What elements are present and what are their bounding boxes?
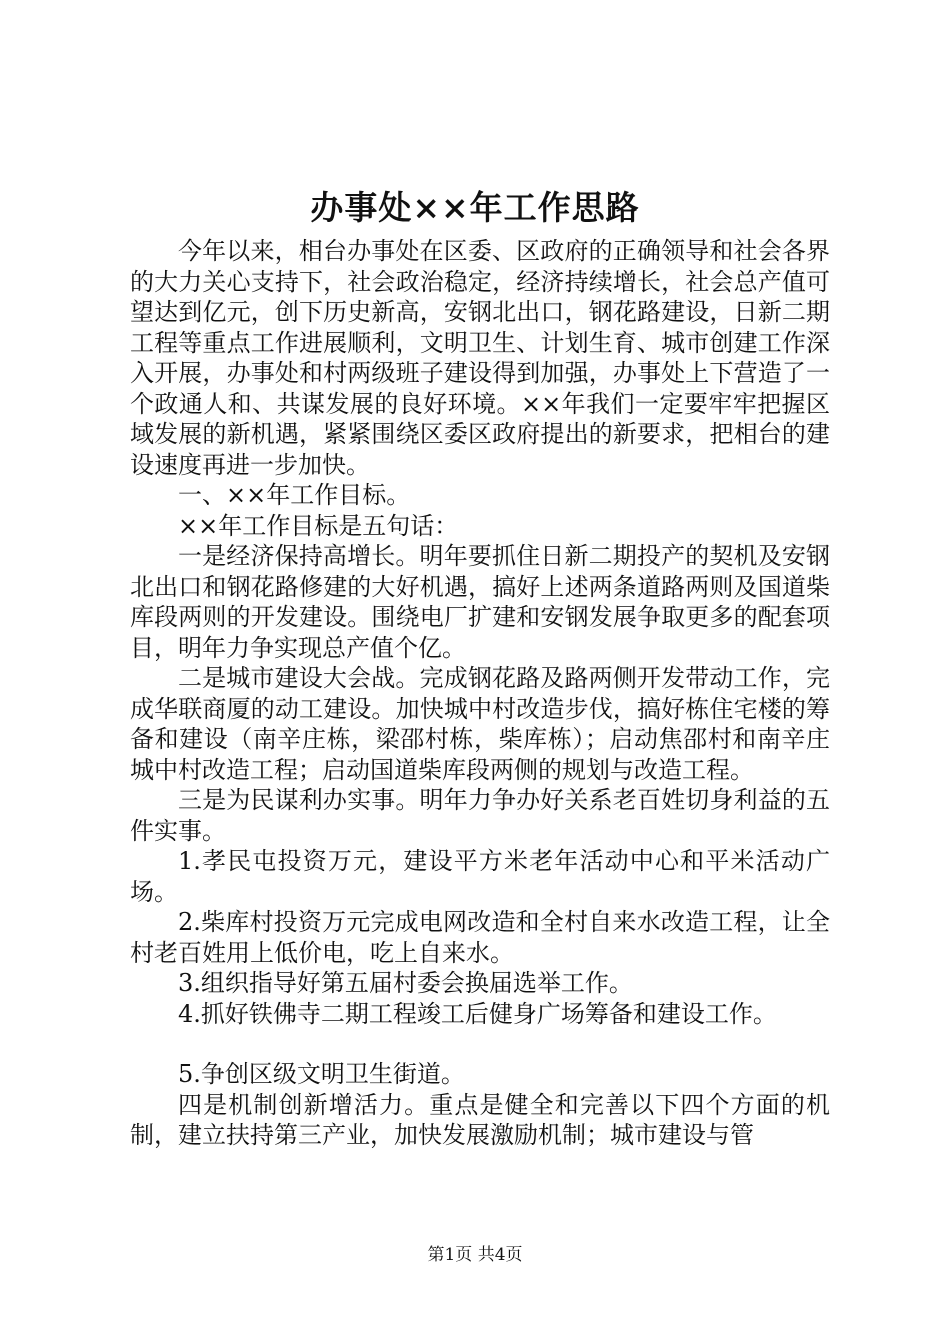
list-item: 1.孝民屯投资万元，建设平方米老年活动中心和平米活动广场。	[130, 847, 830, 906]
paragraph-intro: 今年以来，相台办事处在区委、区政府的正确领导和社会各界的大力关心支持下，社会政治稳定，经济持续增长，社会总产值可望达到亿元，创下历史新高，安钢北出口，钢花路建设，日新二期工程等重点工作进展顺利，文明卫生、计划生育、城市创建工作深入开展，办事处和村两级班子建设得到加强，办事处上下营造了一个政通人和、共谋发展的良好环境。××年我们一定要牢牢把握区域发展的新机遇，紧紧围绕区委区政府提出的新要求，把相台的建设速度再进一步加快。	[130, 237, 830, 479]
document-title: 办事处××年工作思路	[310, 188, 640, 227]
paragraph-goal-economy: 一是经济保持高增长。明年要抓住日新二期投产的契机及安钢北出口和钢花路修建的大好机遇，搞好上述两条道路两则及国道柴库段两则的开发建设。围绕电厂扩建和安钢发展争取更多的配套项目，明年力争实现总产值个亿。	[130, 542, 830, 662]
paragraph-goal-construction: 二是城市建设大会战。完成钢花路及路两侧开发带动工作，完成华联商厦的动工建设。加快城中村改造步伐，搞好栋住宅楼的筹备和建设（南辛庄栋，梁邵村栋，柴库栋）；启动焦邵村和南辛庄城中村改造工程；启动国道柴库段两侧的规划与改造工程。	[130, 664, 830, 784]
list-item: 3.组织指导好第五届村委会换届选举工作。	[178, 969, 633, 997]
list-item: 2.柴库村投资万元完成电网改造和全村自来水改造工程，让全村老百姓用上低价电，吃上自来水。	[130, 908, 830, 967]
paragraph-goal-livelihood: 三是为民谋利办实事。明年力争办好关系老百姓切身利益的五件实事。	[130, 786, 830, 845]
list-item: 4.抓好铁佛寺二期工程竣工后健身广场筹备和建设工作。	[178, 999, 777, 1028]
paragraph-section-heading: 一、××年工作目标。	[178, 481, 411, 509]
paragraph-goal-mechanism: 四是机制创新增活力。重点是健全和完善以下四个方面的机制，建立扶持第三产业，加快发展激励机制；城市建设与管	[130, 1090, 830, 1149]
page-footer: 第1页 共4页	[427, 1245, 523, 1265]
list-item: 5.争创区级文明卫生街道。	[178, 1060, 465, 1088]
document-body	[130, 236, 830, 1151]
paragraph-goals-intro: ××年工作目标是五句话：	[178, 511, 459, 540]
